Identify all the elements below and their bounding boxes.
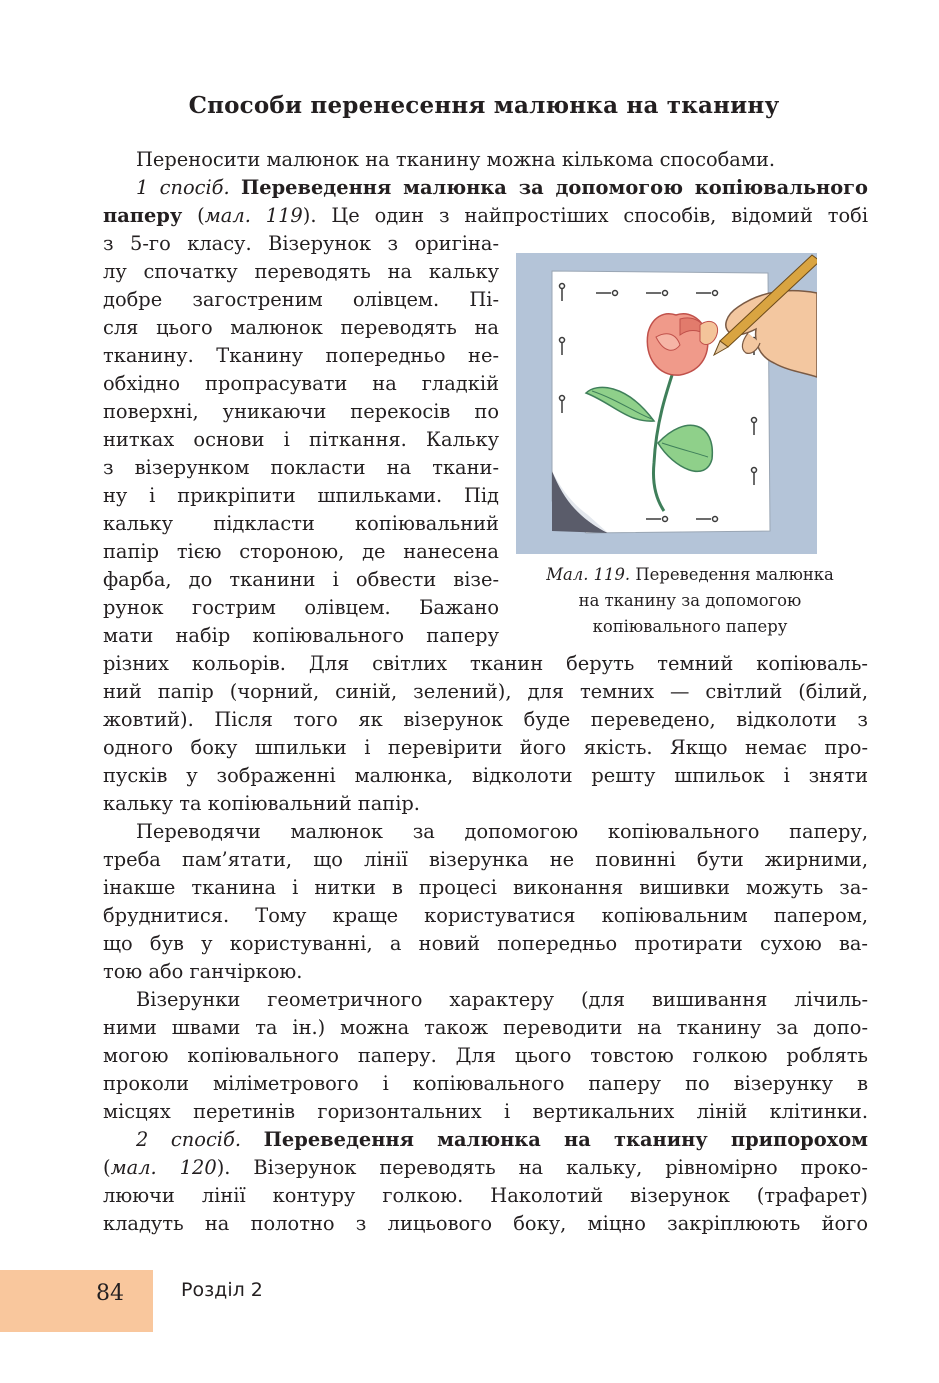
method-title: Переведення малюнка на тканину припорохом bbox=[263, 1128, 868, 1151]
text-line: сля цього малюнок переводять на bbox=[103, 316, 499, 339]
text-line: проколи міліметрового і копіювального паперу по візерунку в bbox=[103, 1072, 868, 1095]
caption-text: копіювального паперу bbox=[592, 617, 788, 636]
caption-text: на тканину за допомогою bbox=[578, 591, 802, 610]
method-label: 2 спосіб. bbox=[136, 1128, 242, 1151]
text-line: обхідно пропрасувати на гладкій bbox=[103, 372, 499, 395]
text-line: з візерунком покласти на ткани- bbox=[103, 456, 499, 479]
method1-line: паперу (мал. 119). Це один з найпростіших способів, відомий тобі bbox=[103, 204, 869, 227]
text-line: поверхні, уникаючи перекосів по bbox=[103, 400, 499, 423]
text-line: одного боку шпильки і перевірити його якість. Якщо немає про- bbox=[103, 736, 868, 759]
text-line: люючи лінії контуру голкою. Наколотий візерунок (трафарет) bbox=[103, 1184, 868, 1207]
text-line: нитках основи і піткання. Кальку bbox=[103, 428, 499, 451]
text-line: добре загостреним олівцем. Пі- bbox=[103, 288, 499, 311]
method-title: Переведення малюнка за допомогою копіювального bbox=[240, 176, 868, 199]
text-line: з 5-го класу. Візерунок з оригіна- bbox=[103, 232, 499, 255]
figure-ref: мал. 120 bbox=[110, 1156, 217, 1179]
caption-label: Мал. 119. bbox=[546, 565, 631, 584]
text-line: тканину. Тканину попередньо не- bbox=[103, 344, 499, 367]
text-line: Візерунки геометричного характеру (для вишивання лічиль- bbox=[136, 988, 868, 1011]
text-line: жовтий). Після того як візерунок буде переведено, відколоти з bbox=[103, 708, 868, 731]
text-line: що був у користуванні, а новий попередньо протирати сухою ва- bbox=[103, 932, 868, 955]
figure-119-illustration bbox=[516, 253, 817, 554]
wrap-column bbox=[103, 230, 499, 650]
text-line: папір тією стороною, де нанесена bbox=[103, 540, 499, 563]
text-line: кальку підкласти копіювальний bbox=[103, 512, 499, 535]
text-line: могою копіювального паперу. Для цього товстою голкою роблять bbox=[103, 1044, 868, 1067]
text-line: кальку та копіювальний папір. bbox=[103, 792, 420, 815]
method2-heading-line bbox=[103, 1126, 868, 1154]
text-line: лу спочатку переводять на кальку bbox=[103, 260, 499, 283]
text-line: ний папір (чорний, синій, зелений), для темних — світлий (білий, bbox=[103, 680, 868, 703]
method-title-cont: паперу bbox=[103, 204, 183, 227]
caption-text: Переведення малюнка bbox=[635, 565, 834, 584]
page-number-tab bbox=[0, 1270, 153, 1332]
intro-line: Переносити малюнок на тканину можна кількома способами. bbox=[136, 148, 776, 171]
text-line: ну і прикріпити шпильками. Під bbox=[103, 484, 499, 507]
text-line: рунок гострим олівцем. Бажано bbox=[103, 596, 499, 619]
text-line: пусків у зображенні малюнка, відколоти решту шпильок і зняти bbox=[103, 764, 868, 787]
page-number: 84 bbox=[96, 1281, 124, 1306]
text-line: Переводячи малюнок за допомогою копіювального паперу, bbox=[136, 820, 868, 843]
text-line: фарба, до тканини і обвести візе- bbox=[103, 568, 499, 591]
text-line: ними швами та ін.) можна також переводити на тканину за допо- bbox=[103, 1016, 868, 1039]
text-line: бруднитися. Тому краще користуватися копіювальним папером, bbox=[103, 904, 868, 927]
text-line: мати набір копіювального паперу bbox=[103, 624, 499, 647]
text-line: інакше тканина і нитки в процесі виконання вишивки можуть за- bbox=[103, 876, 868, 899]
method1-heading-line bbox=[103, 174, 868, 202]
text-line: кладуть на полотно з лицьового боку, міцно закріплюють його bbox=[103, 1212, 868, 1235]
text-line: різних кольорів. Для світлих тканин беруть темний копіюваль- bbox=[103, 652, 868, 675]
figure-caption bbox=[515, 562, 865, 640]
method-label: 1 спосіб. bbox=[136, 176, 230, 199]
text-line: треба пам’ятати, що лінії візерунка не повинні бути жирними, bbox=[103, 848, 868, 871]
method2-line: (мал. 120). Візерунок переводять на кальку, рівномірно проко- bbox=[103, 1156, 868, 1179]
text-line: місцях перетинів горизонтальних і вертикальних ліній клітинки. bbox=[103, 1100, 868, 1123]
text-line: тою або ганчіркою. bbox=[103, 960, 303, 983]
section-label: Розділ 2 bbox=[181, 1279, 263, 1301]
figure-ref: мал. 119 bbox=[204, 204, 303, 227]
page-title: Способи перенесення малюнка на тканину bbox=[188, 92, 780, 119]
